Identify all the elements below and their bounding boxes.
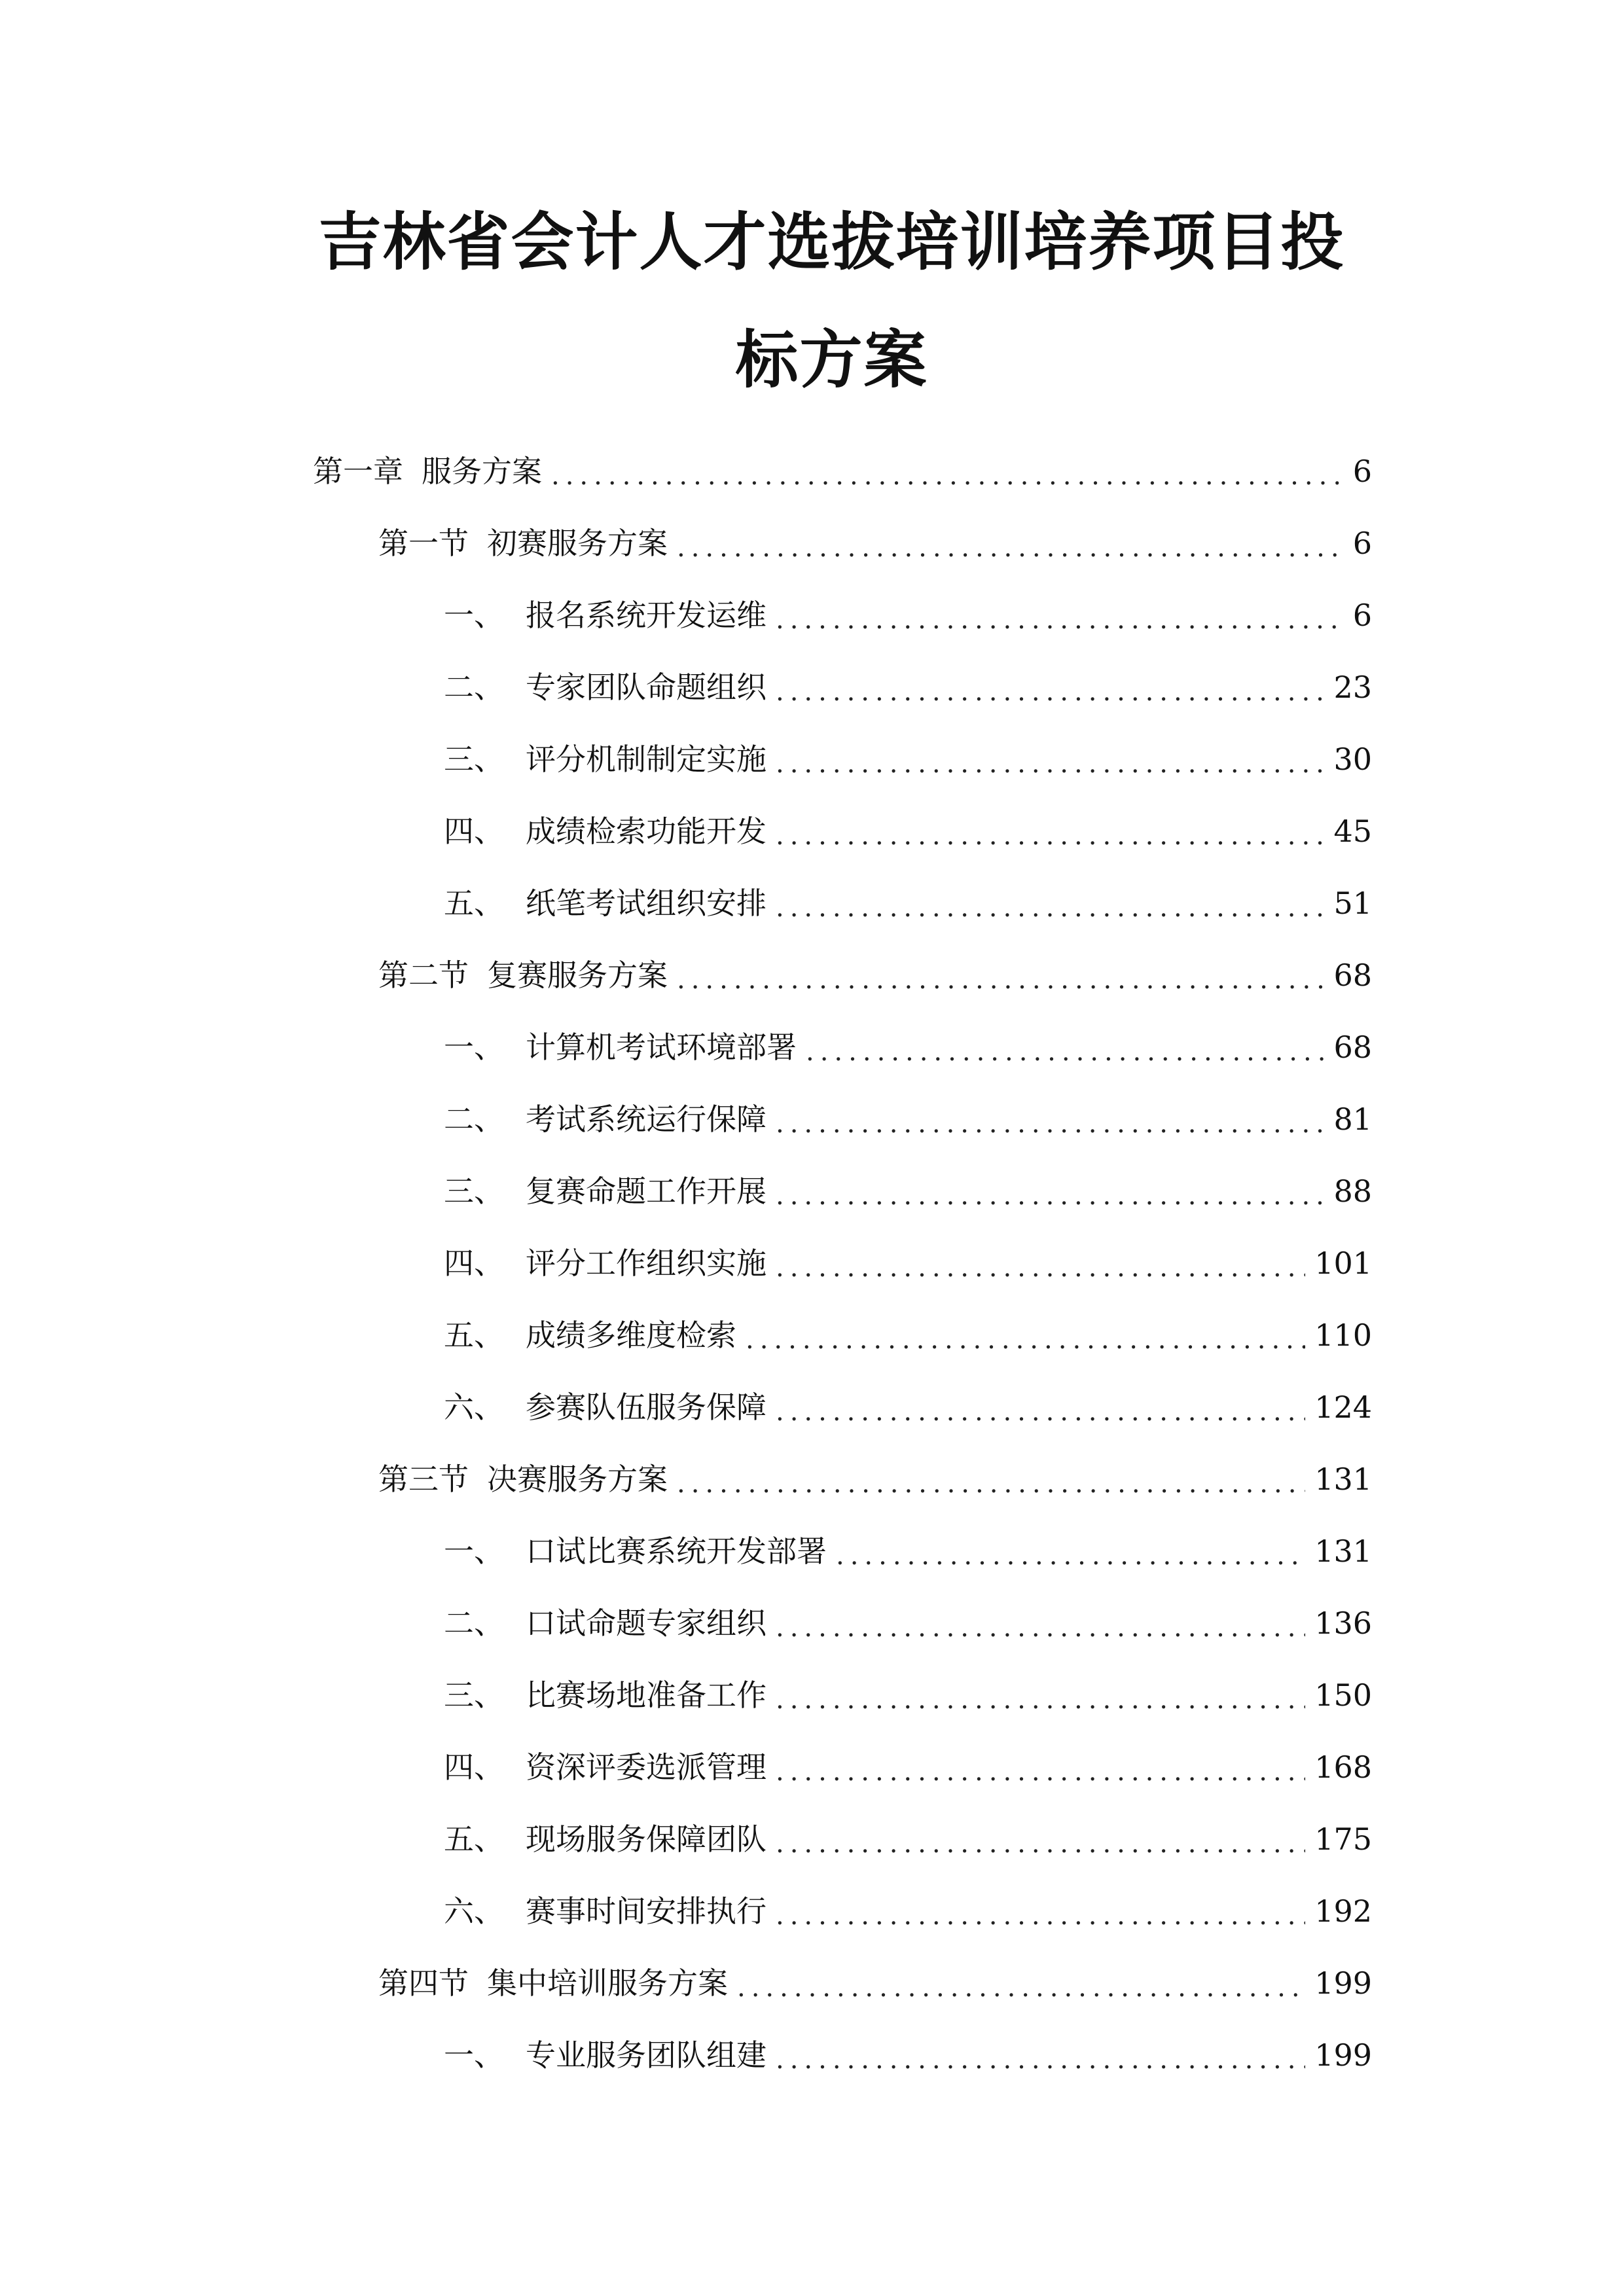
- toc-dot-leader: [776, 596, 1339, 635]
- toc-entry-page-number: 131: [1314, 1462, 1372, 1497]
- toc-entry-page-number: 136: [1314, 1605, 1372, 1641]
- toc-entry-page-number: 88: [1333, 1174, 1372, 1209]
- toc-entry-number: 三、: [444, 742, 504, 777]
- toc-entry-number: 五、: [444, 1821, 504, 1857]
- toc-entry-title: 赛事时间安排执行: [526, 1893, 767, 1929]
- toc-entry-page-number: 68: [1333, 958, 1372, 993]
- toc-entry-title: 比赛场地准备工作: [526, 1677, 767, 1713]
- toc-entry-section[interactable]: [378, 1443, 1372, 1515]
- toc-entry-section[interactable]: [378, 507, 1372, 579]
- toc-entry-item[interactable]: [444, 1803, 1372, 1875]
- toc-entry-title: 成绩多维度检索: [526, 1318, 736, 1353]
- toc-entry-page-number: 199: [1314, 2037, 1372, 2073]
- toc-entry-page-number: 150: [1314, 1677, 1372, 1713]
- toc-entry-number: 四、: [444, 1749, 504, 1785]
- toc-entry-item[interactable]: [444, 795, 1372, 867]
- toc-entry-title: 考试系统运行保障: [526, 1102, 767, 1137]
- toc-entry-title: 资深评委选派管理: [526, 1749, 767, 1785]
- toc-entry-page-number: 110: [1314, 1318, 1372, 1353]
- toc-entry-title: 现场服务保障团队: [526, 1821, 767, 1857]
- toc-entry-title: 复赛服务方案: [487, 958, 668, 993]
- toc-entry-item[interactable]: [444, 1299, 1372, 1371]
- toc-entry-number: 第一节: [378, 526, 469, 561]
- toc-entry-title: 纸笔考试组织安排: [526, 886, 767, 921]
- toc-entry-item[interactable]: [444, 1083, 1372, 1155]
- toc-dot-leader: [746, 1316, 1305, 1355]
- toc-entry-item[interactable]: [444, 1731, 1372, 1803]
- toc-entry-chapter[interactable]: [313, 435, 1372, 507]
- toc-dot-leader: [776, 740, 1324, 779]
- toc-entry-item[interactable]: [444, 1371, 1372, 1443]
- toc-entry-number: 一、: [444, 598, 504, 633]
- toc-entry-item[interactable]: [444, 651, 1372, 723]
- toc-dot-leader: [776, 1892, 1305, 1931]
- toc-entry-title: 服务方案: [422, 454, 542, 489]
- toc-entry-number: 五、: [444, 1318, 504, 1353]
- toc-entry-item[interactable]: [444, 2019, 1372, 2091]
- toc-entry-title: 报名系统开发运维: [526, 598, 767, 633]
- toc-entry-page-number: 192: [1314, 1893, 1372, 1929]
- toc-entry-item[interactable]: [444, 1587, 1372, 1659]
- toc-entry-title: 评分工作组织实施: [526, 1246, 767, 1281]
- toc-entry-title: 口试命题专家组织: [526, 1605, 767, 1641]
- toc-entry-page-number: 81: [1333, 1102, 1372, 1137]
- toc-entry-number: 三、: [444, 1174, 504, 1209]
- toc-dot-leader: [776, 812, 1324, 851]
- toc-dot-leader: [677, 956, 1324, 995]
- toc-entry-title: 成绩检索功能开发: [526, 814, 767, 849]
- toc-entry-page-number: 6: [1352, 526, 1372, 561]
- toc-entry-title: 计算机考试环境部署: [526, 1030, 797, 1065]
- toc-entry-number: 二、: [444, 1102, 504, 1137]
- toc-entry-item[interactable]: [444, 1227, 1372, 1299]
- toc-entry-number: 第四节: [378, 1965, 469, 2001]
- toc-entry-title: 集中培训服务方案: [487, 1965, 728, 2001]
- toc-entry-number: 一、: [444, 1534, 504, 1569]
- toc-entry-title: 评分机制制定实施: [526, 742, 767, 777]
- toc-entry-title: 专家团队命题组织: [526, 670, 767, 705]
- toc-entry-number: 四、: [444, 814, 504, 849]
- toc-entry-number: 六、: [444, 1893, 504, 1929]
- toc-entry-number: 五、: [444, 886, 504, 921]
- toc-entry-item[interactable]: [444, 1155, 1372, 1227]
- toc-entry-item[interactable]: [444, 1659, 1372, 1731]
- toc-entry-page-number: 175: [1314, 1821, 1372, 1857]
- toc-entry-title: 初赛服务方案: [487, 526, 668, 561]
- toc-entry-section[interactable]: [378, 939, 1372, 1011]
- toc-entry-title: 参赛队伍服务保障: [526, 1390, 767, 1425]
- toc-dot-leader: [776, 1100, 1324, 1139]
- toc-entry-item[interactable]: [444, 1515, 1372, 1587]
- toc-entry-number: 六、: [444, 1390, 504, 1425]
- toc-entry-number: 第二节: [378, 958, 469, 993]
- toc-dot-leader: [776, 1388, 1305, 1427]
- toc-entry-section[interactable]: [378, 1947, 1372, 2019]
- toc-dot-leader: [836, 1532, 1305, 1571]
- toc-entry-page-number: 199: [1314, 1965, 1372, 2001]
- toc-dot-leader: [776, 1244, 1305, 1283]
- toc-entry-item[interactable]: [444, 867, 1372, 939]
- toc-dot-leader: [776, 1676, 1305, 1715]
- toc-entry-number: 第一章: [313, 454, 403, 489]
- toc-entry-item[interactable]: [444, 723, 1372, 795]
- toc-dot-leader: [776, 1820, 1305, 1859]
- toc-entry-page-number: 131: [1314, 1534, 1372, 1569]
- toc-dot-leader: [776, 1604, 1305, 1643]
- toc-dot-leader: [806, 1028, 1324, 1067]
- toc-dot-leader: [677, 524, 1339, 563]
- document-title-line-2: 标方案: [735, 323, 928, 397]
- toc-entry-number: 四、: [444, 1246, 504, 1281]
- toc-entry-page-number: 124: [1314, 1390, 1372, 1425]
- toc-entry-page-number: 51: [1333, 886, 1372, 921]
- toc-entry-number: 二、: [444, 670, 504, 705]
- toc-entry-number: 一、: [444, 2037, 504, 2073]
- toc-dot-leader: [776, 2036, 1305, 2075]
- toc-entry-title: 决赛服务方案: [487, 1462, 668, 1497]
- toc-entry-page-number: 6: [1352, 598, 1372, 633]
- toc-entry-page-number: 68: [1333, 1030, 1372, 1065]
- toc-entry-page-number: 30: [1333, 742, 1372, 777]
- toc-dot-leader: [737, 1964, 1305, 2003]
- toc-entry-number: 二、: [444, 1605, 504, 1641]
- toc-entry-title: 复赛命题工作开展: [526, 1174, 767, 1209]
- toc-dot-leader: [776, 884, 1324, 923]
- toc-dot-leader: [776, 1748, 1305, 1787]
- toc-dot-leader: [677, 1460, 1305, 1499]
- toc-entry-item[interactable]: [444, 1011, 1372, 1083]
- toc-entry-number: 三、: [444, 1677, 504, 1713]
- toc-entry-page-number: 23: [1333, 670, 1372, 705]
- toc-entry-number: 一、: [444, 1030, 504, 1065]
- toc-dot-leader: [776, 668, 1324, 707]
- toc-entry-item[interactable]: [444, 1875, 1372, 1947]
- toc-entry-title: 口试比赛系统开发部署: [526, 1534, 827, 1569]
- toc-entry-title: 专业服务团队组建: [526, 2037, 767, 2073]
- toc-entry-page-number: 6: [1352, 454, 1372, 489]
- toc-entry-item[interactable]: [444, 579, 1372, 651]
- toc-dot-leader: [551, 452, 1339, 491]
- toc-entry-page-number: 101: [1314, 1246, 1372, 1281]
- toc-entry-page-number: 168: [1314, 1749, 1372, 1785]
- toc-dot-leader: [776, 1172, 1324, 1211]
- toc-entry-number: 第三节: [378, 1462, 469, 1497]
- toc-entry-page-number: 45: [1333, 814, 1372, 849]
- document-title-line-1: 吉林省会计人才选拔培训培养项目投: [318, 206, 1345, 279]
